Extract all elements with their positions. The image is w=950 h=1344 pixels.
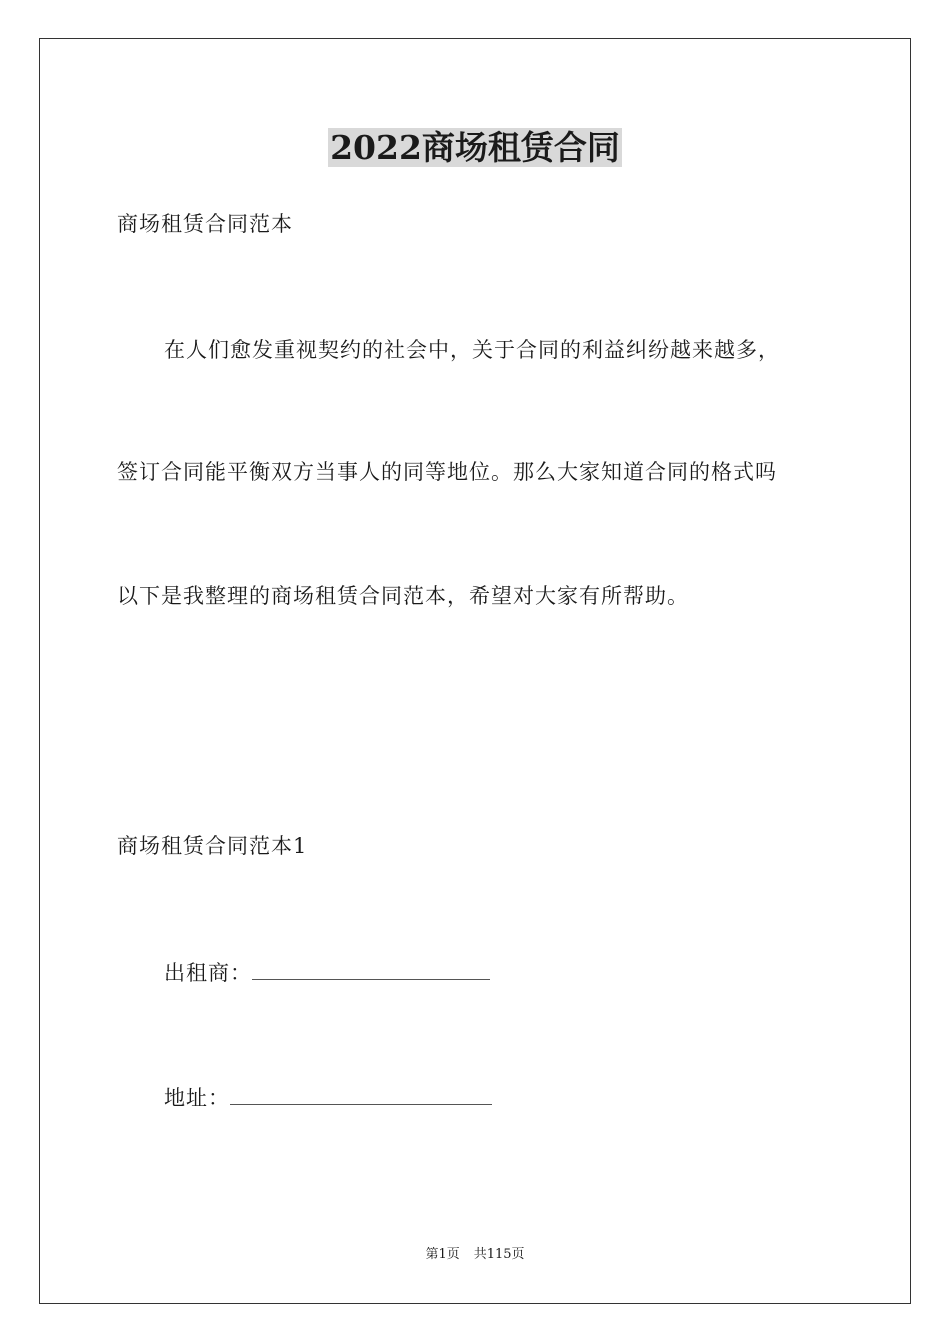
page-number-total: 共115页 (473, 1247, 525, 1262)
address-blank-line[interactable] (230, 1082, 492, 1105)
address-field (164, 1082, 492, 1112)
lessor-label: 出租商： (164, 961, 252, 985)
intro-line-1: 在人们愈发重视契约的社会中，关于合同的利益纠纷越来越多， (164, 338, 780, 362)
document-subtitle: 商场租赁合同范本 (117, 212, 293, 236)
section-heading: 商场租赁合同范本1 (117, 834, 308, 858)
document-title (0, 126, 950, 170)
lessor-blank-line[interactable] (252, 957, 490, 980)
document-title-text: 2022商场租赁合同 (330, 128, 620, 167)
page-footer (0, 1246, 950, 1264)
intro-line-2: 签订合同能平衡双方当事人的同等地位。那么大家知道合同的格式吗 (117, 460, 777, 484)
lessor-field (164, 957, 490, 987)
address-label: 地址： (164, 1086, 230, 1110)
page-number-current: 第1页 (425, 1247, 460, 1262)
intro-line-3: 以下是我整理的商场租赁合同范本，希望对大家有所帮助。 (117, 584, 689, 608)
